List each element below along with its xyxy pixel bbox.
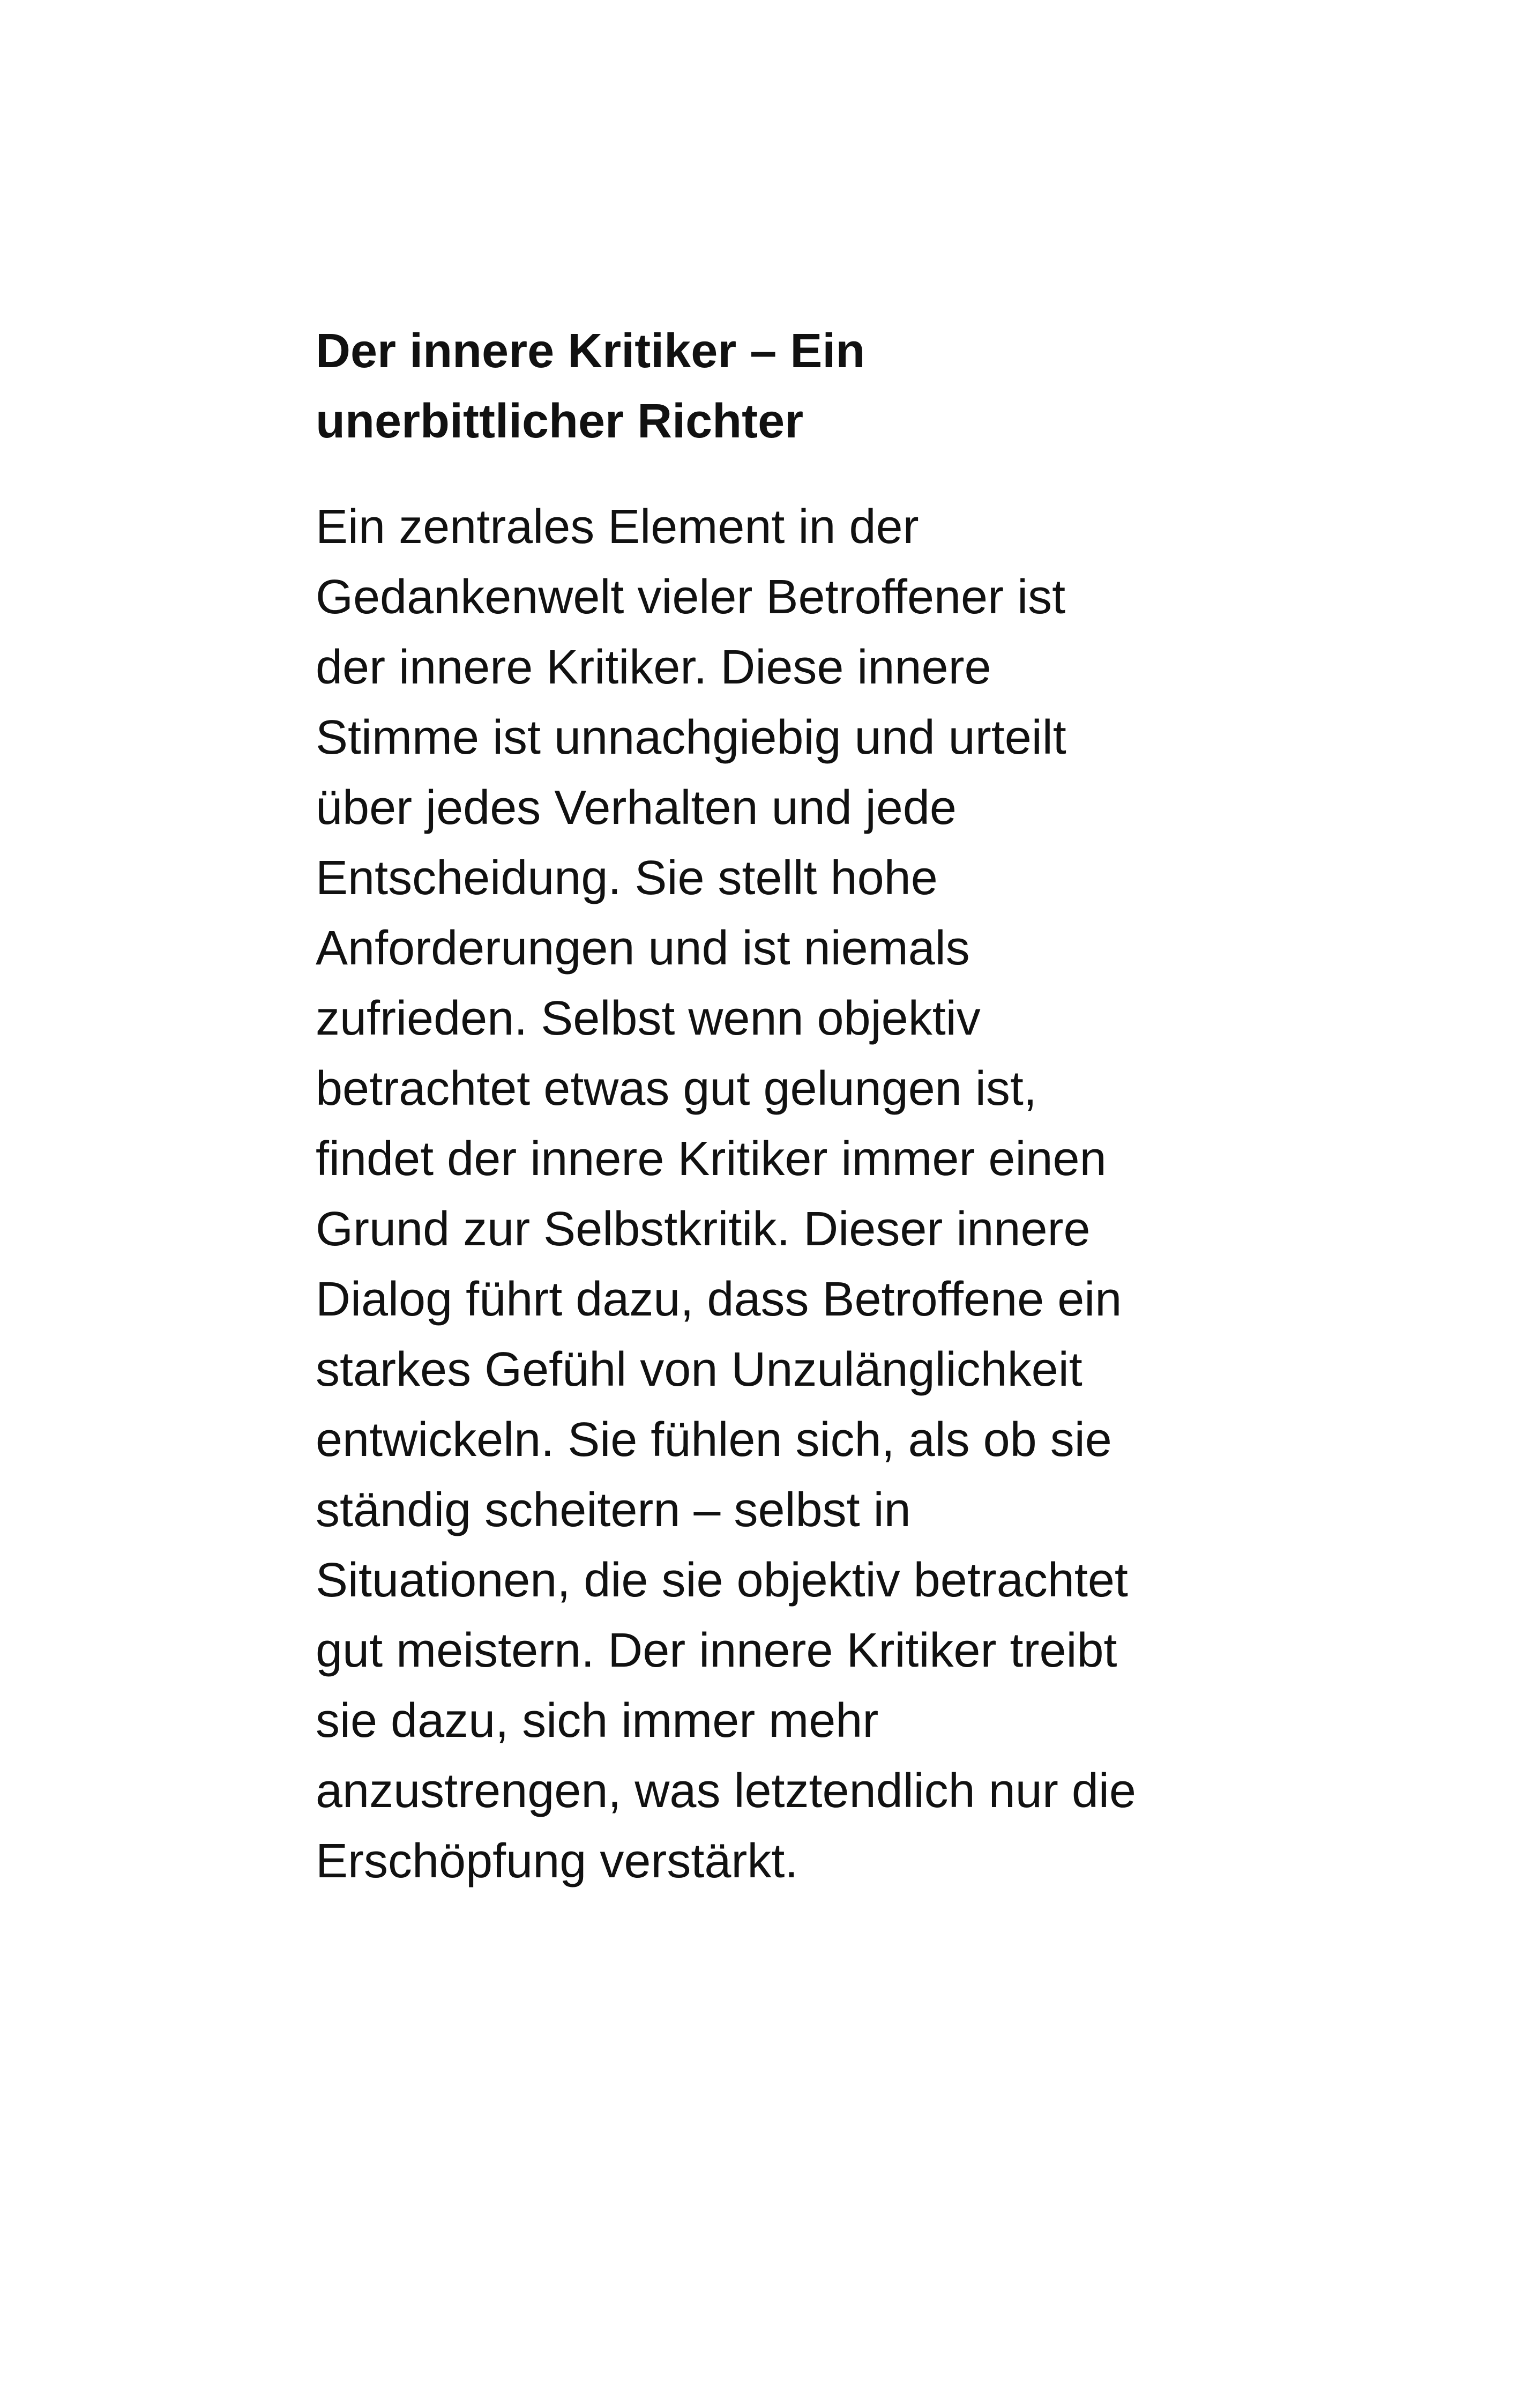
paragraph-line: Ein zentrales Element in der [316, 500, 919, 554]
paragraph-line: gut meistern. Der innere Kritiker treibt [316, 1624, 1117, 1677]
paragraph-line: ständig scheitern – selbst in [316, 1483, 911, 1537]
paragraph-line: Grund zur Selbstkritik. Dieser innere [316, 1202, 1091, 1256]
paragraph-line: findet der innere Kritiker immer einen [316, 1132, 1107, 1186]
paragraph-line: zufrieden. Selbst wenn objektiv [316, 992, 981, 1045]
paragraph-line: sie dazu, sich immer mehr [316, 1694, 879, 1748]
paragraph-line: Gedankenwelt vieler Betroffener ist [316, 570, 1066, 624]
body-paragraph [316, 492, 1227, 1897]
paragraph-line: Situationen, die sie objektiv betrachtet [316, 1554, 1128, 1607]
paragraph-line: Erschöpfung verstärkt. [316, 1834, 798, 1888]
paragraph-line: der innere Kritiker. Diese innere [316, 641, 991, 694]
paragraph-line: über jedes Verhalten und jede [316, 781, 957, 835]
paragraph-line: betrachtet etwas gut gelungen ist, [316, 1062, 1037, 1116]
page-content [316, 316, 1227, 1897]
paragraph-line: Anforderungen und ist niemals [316, 921, 970, 975]
section-heading [316, 316, 1227, 457]
paragraph-line: Dialog führt dazu, dass Betroffene ein [316, 1273, 1122, 1326]
heading-line: Der innere Kritiker – Ein [316, 324, 865, 378]
paragraph-line: Entscheidung. Sie stellt hohe [316, 851, 938, 905]
paragraph-line: entwickeln. Sie fühlen sich, als ob sie [316, 1413, 1112, 1467]
paragraph-line: Stimme ist unnachgiebig und urteilt [316, 711, 1066, 764]
heading-line: unerbittlicher Richter [316, 395, 804, 448]
paragraph-line: anzustrengen, was letztendlich nur die [316, 1764, 1136, 1818]
paragraph-line: starkes Gefühl von Unzulänglichkeit [316, 1343, 1082, 1396]
